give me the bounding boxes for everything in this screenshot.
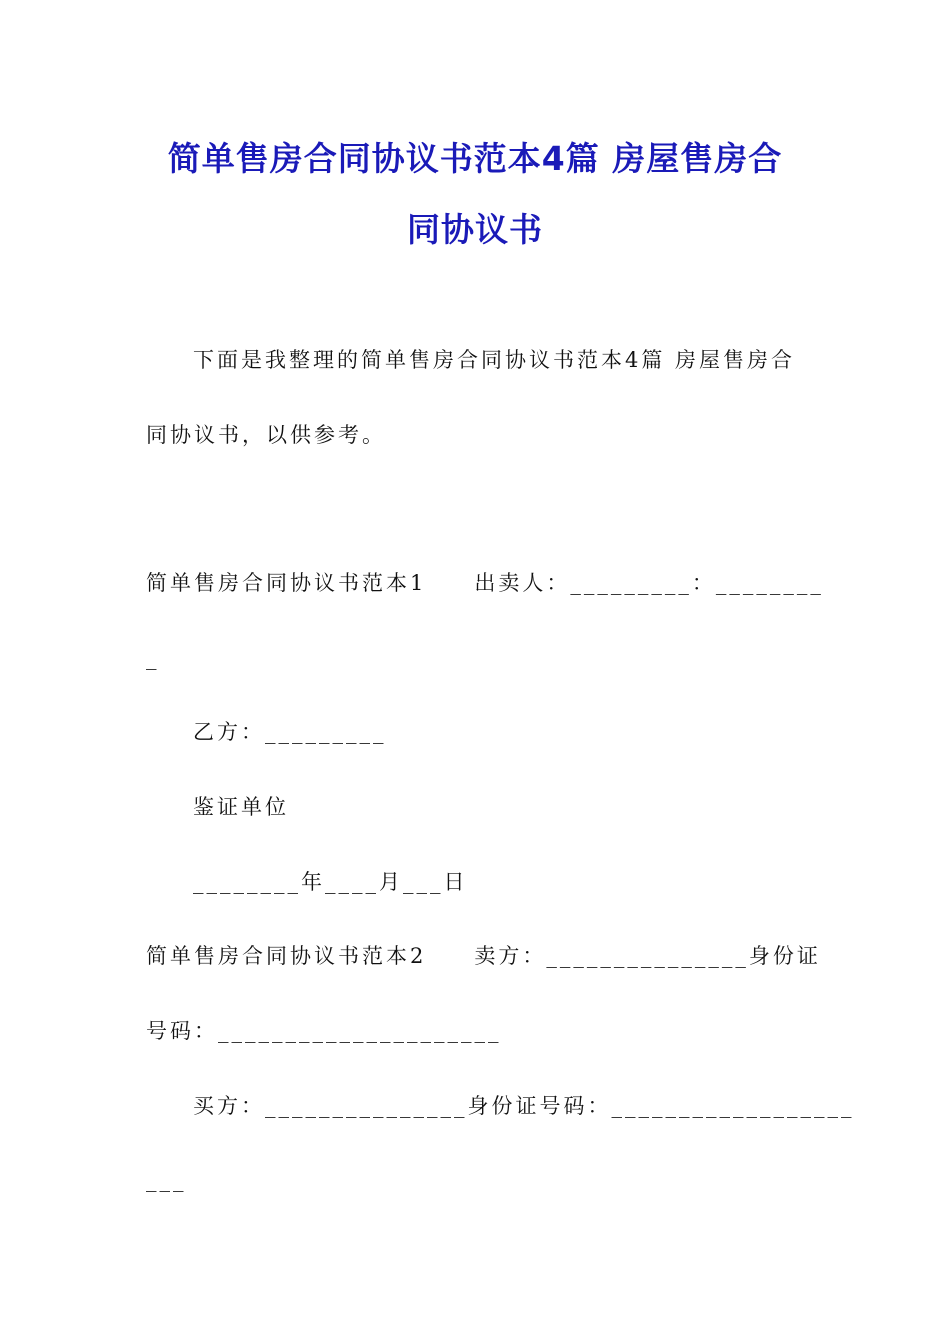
buyer-line-continued: ___: [146, 1168, 187, 1192]
intro-paragraph-line-2: 同协议书，以供参考。: [146, 423, 386, 447]
sample-1-seller-line-continued: _: [146, 646, 160, 670]
party-b-line: 乙方：_________: [193, 720, 387, 744]
date-line: ________年____月___日: [193, 870, 468, 894]
sample-2-seller-id-line: 号码：_____________________: [146, 1019, 502, 1043]
document-title-line-1: 简单售房合同协议书范本4篇 房屋售房合: [167, 139, 783, 178]
document-title-line-2: 同协议书: [407, 210, 543, 249]
sample-1-seller-line: 简单售房合同协议书范本1 出卖人：_________：________: [146, 571, 824, 595]
buyer-line: 买方：_______________身份证号码：__________________: [193, 1094, 855, 1118]
intro-paragraph-line-1: 下面是我整理的简单售房合同协议书范本4篇 房屋售房合: [193, 348, 796, 372]
notary-unit-label: 鉴证单位: [193, 795, 289, 819]
sample-2-seller-line: 简单售房合同协议书范本2 卖方：_______________身份证: [146, 944, 821, 968]
